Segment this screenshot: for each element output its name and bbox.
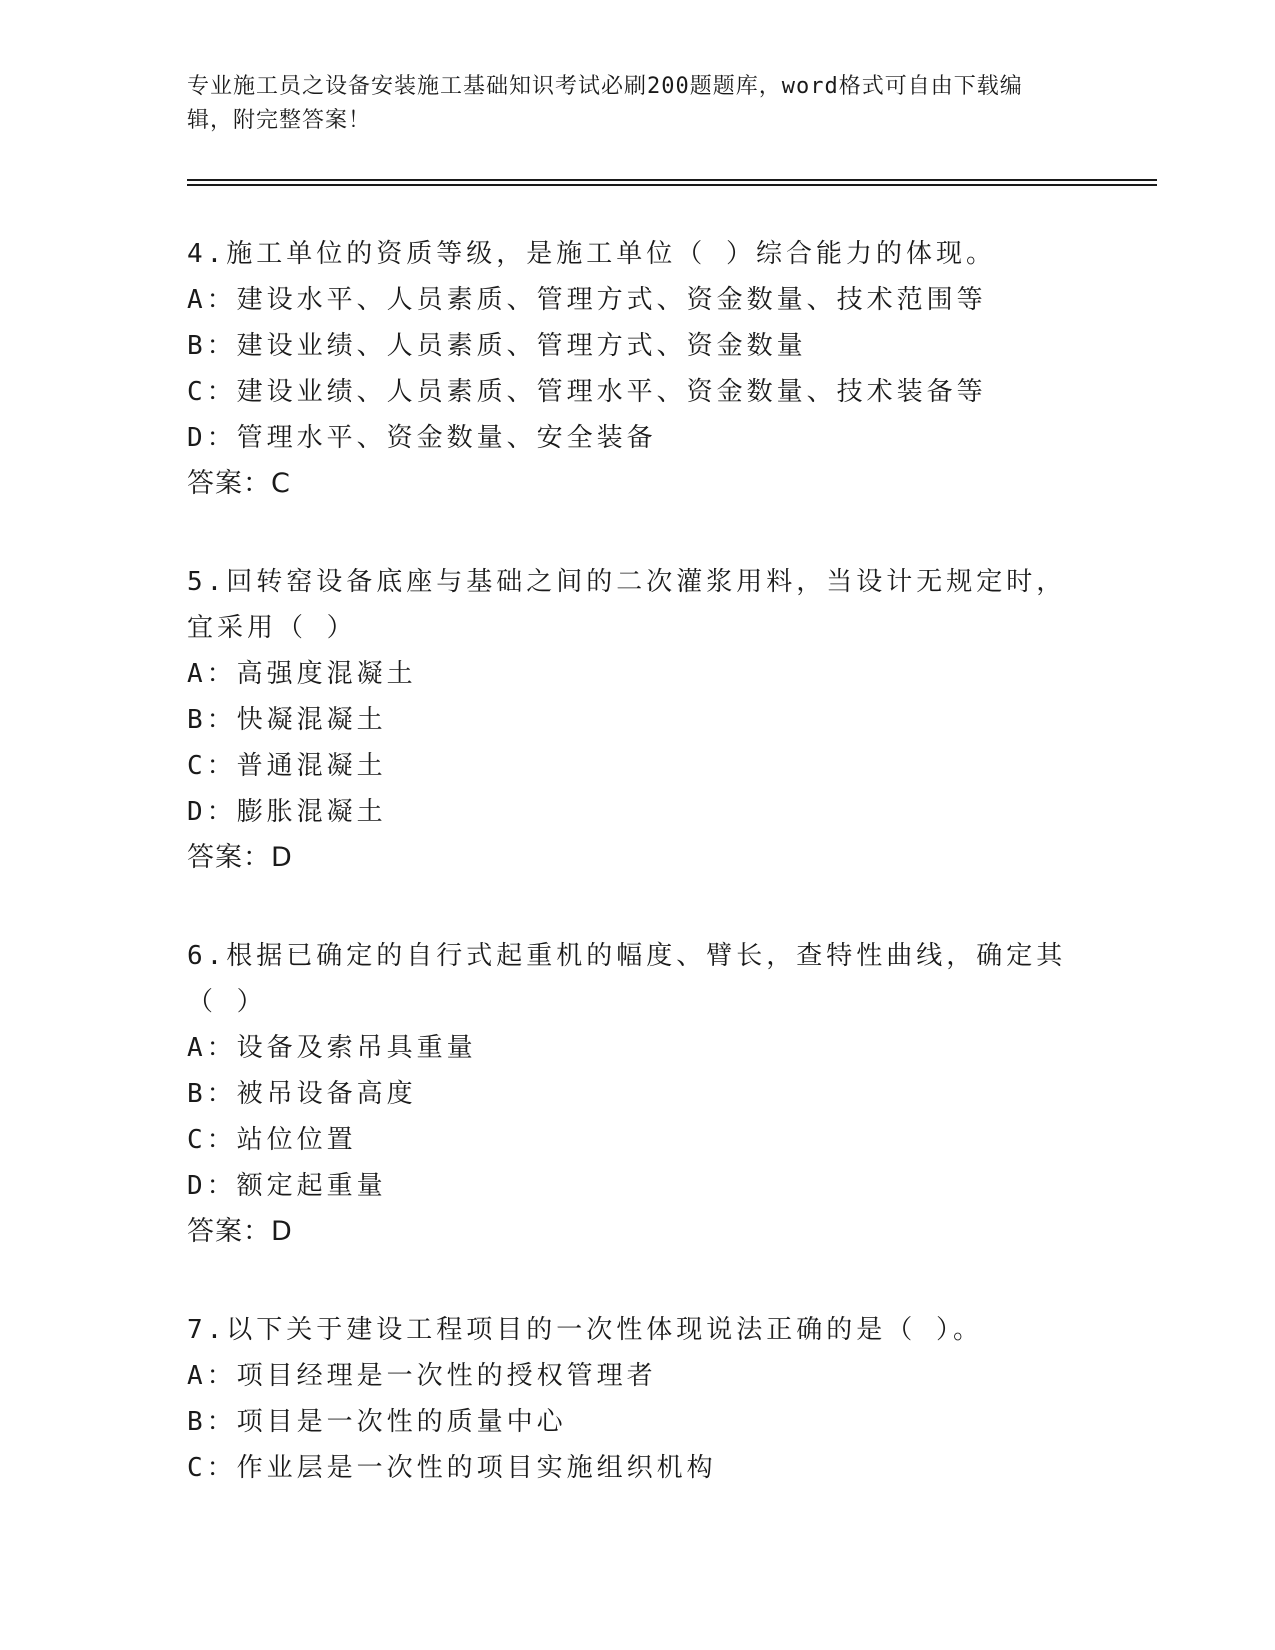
header-divider-bottom xyxy=(187,184,1157,186)
header-divider-top xyxy=(187,179,1157,181)
question-list xyxy=(187,231,1087,1543)
option-b: B：被吊设备高度 xyxy=(187,1079,417,1109)
option-b: B：快凝混凝土 xyxy=(187,705,387,735)
document-header: 专业施工员之设备安装施工基础知识考试必刷200题题库，word格式可自由下载编辑，附完整答案！ xyxy=(187,74,1023,133)
question-stem: 4.施工单位的资质等级，是施工单位（ ）综合能力的体现。 xyxy=(187,239,996,269)
option-a: A：设备及索吊具重量 xyxy=(187,1033,477,1063)
question-4 xyxy=(187,231,1087,507)
option-b: B：建设业绩、人员素质、管理方式、资金数量 xyxy=(187,331,807,361)
option-a: A：项目经理是一次性的授权管理者 xyxy=(187,1361,657,1391)
question-stem: 6.根据已确定的自行式起重机的幅度、臂长，查特性曲线，确定其（ ） xyxy=(187,941,1067,1017)
option-c: C：站位位置 xyxy=(187,1125,357,1155)
answer-label: 答案：D xyxy=(187,1216,293,1247)
option-d: D：膨胀混凝土 xyxy=(187,797,387,827)
option-d: D：额定起重量 xyxy=(187,1171,387,1201)
option-c: C：普通混凝土 xyxy=(187,751,387,781)
option-b: B：项目是一次性的质量中心 xyxy=(187,1407,567,1437)
question-5 xyxy=(187,559,1087,881)
answer-label: 答案：D xyxy=(187,842,293,873)
answer-label: 答案：C xyxy=(187,468,291,499)
option-c: C：建设业绩、人员素质、管理水平、资金数量、技术装备等 xyxy=(187,377,987,407)
option-a: A：建设水平、人员素质、管理方式、资金数量、技术范围等 xyxy=(187,285,987,315)
question-7 xyxy=(187,1307,1087,1491)
question-6 xyxy=(187,933,1087,1255)
question-stem: 7.以下关于建设工程项目的一次性体现说法正确的是（ ）。 xyxy=(187,1315,983,1345)
option-a: A：高强度混凝土 xyxy=(187,659,417,689)
option-c: C：作业层是一次性的项目实施组织机构 xyxy=(187,1453,717,1483)
option-d: D：管理水平、资金数量、安全装备 xyxy=(187,423,657,453)
question-stem: 5.回转窑设备底座与基础之间的二次灌浆用料，当设计无规定时，宜采用（ ） xyxy=(187,567,1067,643)
